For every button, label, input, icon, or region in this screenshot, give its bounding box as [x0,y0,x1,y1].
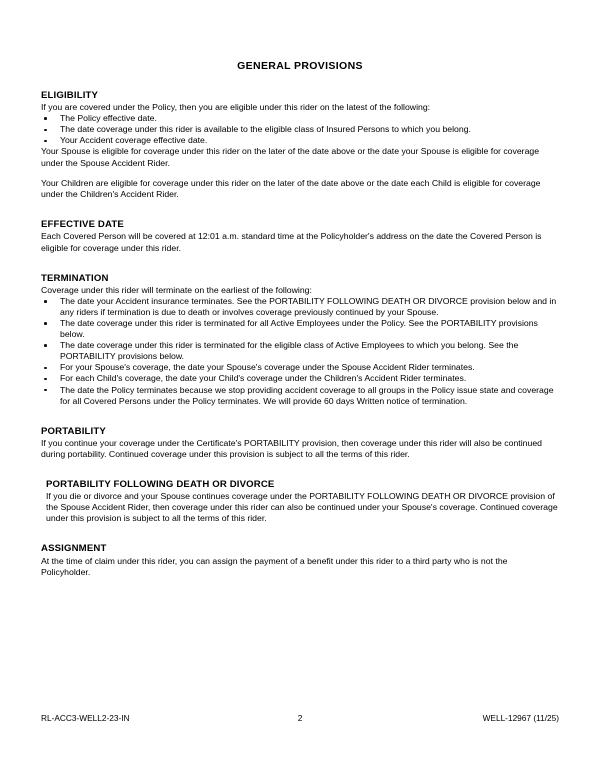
list-item [41,113,559,124]
document-body [41,60,559,588]
assignment-paragraph: At the time of claim under this rider, you can assign the payment of a benefit under this rider to a third party who is not the Policyholder. [41,555,508,577]
list-item-text: For each Child's coverage, the date your Child's coverage under the Children's Accident Rider terminates. [60,373,467,384]
list-item-text: The date the Policy terminates because we stop providing accident coverage to all groups in the Policy issue state and coverage for all Covered Persons under the Policy terminates. We will provide 60 days Written notice of termination. [60,384,554,406]
effective-date-paragraph: Each Covered Person will be covered at 12:01 a.m. standard time at the Policyholder's address on the date the Covered Person is eligible for coverage under this rider. [41,231,542,253]
portability-death-divorce-paragraph: If you die or divorce and your Spouse continues coverage under the PORTABILITY FOLLOWING DEATH OR DIVORCE provision of the Spouse Accident Rider, then coverage under this rider can also be continued under your Spouse's coverage. Continued coverage under this provision is subject to all the terms of this rider. [46,491,558,524]
bullet-icon [44,344,47,347]
section-heading-eligibility: ELIGIBILITY [41,90,99,101]
eligibility-spouse-paragraph: Your Spouse is eligible for coverage under this rider on the later of the date above or the date your Spouse is eligible for coverage under the Spouse Accident Rider. [41,146,540,168]
spacer [41,470,559,479]
section-assignment [41,543,559,577]
spacer [41,264,559,273]
list-item [41,373,559,384]
bullet-icon [44,389,47,392]
section-portability-death-divorce [41,479,559,524]
termination-intro: Coverage under this rider will terminate on the earliest of the following: [41,284,312,295]
list-item [41,296,559,318]
termination-bullet-list [41,296,559,407]
list-item-text: The date coverage under this rider is terminated for all Active Employees under the Policy. See the PORTABILITY provisions below. [60,318,538,340]
bullet-icon [44,129,47,132]
page-title: GENERAL PROVISIONS [237,60,363,72]
page-footer [41,712,559,724]
list-item [41,340,559,362]
bullet-icon [44,140,47,143]
list-item [41,318,559,340]
eligibility-intro: If you are covered under the Policy, then you are eligible under this rider on the latest of the following: [41,102,431,113]
bullet-icon [44,300,47,303]
list-item [41,362,559,373]
spacer [41,417,559,426]
eligibility-children-paragraph: Your Children are eligible for coverage under this rider on the later of the date above or the date each Child is eligible for coverage under the Children's Accident Rider. [41,178,541,200]
bullet-icon [44,117,47,120]
bullet-icon [44,367,47,370]
list-item-text: The date coverage under this rider is terminated for the eligible class of Active Employees to which you belong. See the PORTABILITY provisions below. [60,340,519,362]
section-heading-portability: PORTABILITY [41,425,106,437]
spacer [41,534,559,543]
section-eligibility [41,90,559,200]
spacer [41,210,559,219]
list-item [41,135,559,146]
footer-form-number: RL-ACC3-WELL2-23-IN [41,713,130,723]
list-item [41,385,559,407]
list-item-text: For your Spouse's coverage, the date your Spouse's coverage under the Spouse Accident Rider terminates. [60,362,475,373]
footer-document-code: WELL-12967 (11/25) [482,713,559,723]
eligibility-bullet-list [41,113,559,146]
list-item [41,124,559,135]
list-item-text: The Policy effective date. [60,113,157,124]
bullet-icon [44,322,47,325]
section-portability [41,426,559,460]
section-heading-effective-date: EFFECTIVE DATE [41,219,124,231]
portability-paragraph: If you continue your coverage under the Certificate's PORTABILITY provision, then coverage under this rider will also be continued during portability. Continued coverage under this provision is subject to all the terms of this rider. [41,437,542,459]
list-item-text: The date your Accident insurance terminates. See the PORTABILITY FOLLOWING DEATH OR DIVORCE provision below and in any riders if termination is due to death or involves coverage previously continued by your Spouse. [60,295,557,317]
section-heading-portability-death-divorce: PORTABILITY FOLLOWING DEATH OR DIVORCE [46,479,275,491]
footer-page-number: 2 [297,713,303,723]
bullet-icon [44,378,47,381]
section-effective-date [41,219,559,253]
list-item-text: The date coverage under this rider is available to the eligible class of Insured Persons to which you belong. [60,124,471,135]
section-termination [41,273,559,407]
section-heading-termination: TERMINATION [41,272,109,284]
list-item-text: Your Accident coverage effective date. [60,135,208,146]
section-heading-assignment: ASSIGNMENT [41,543,107,555]
